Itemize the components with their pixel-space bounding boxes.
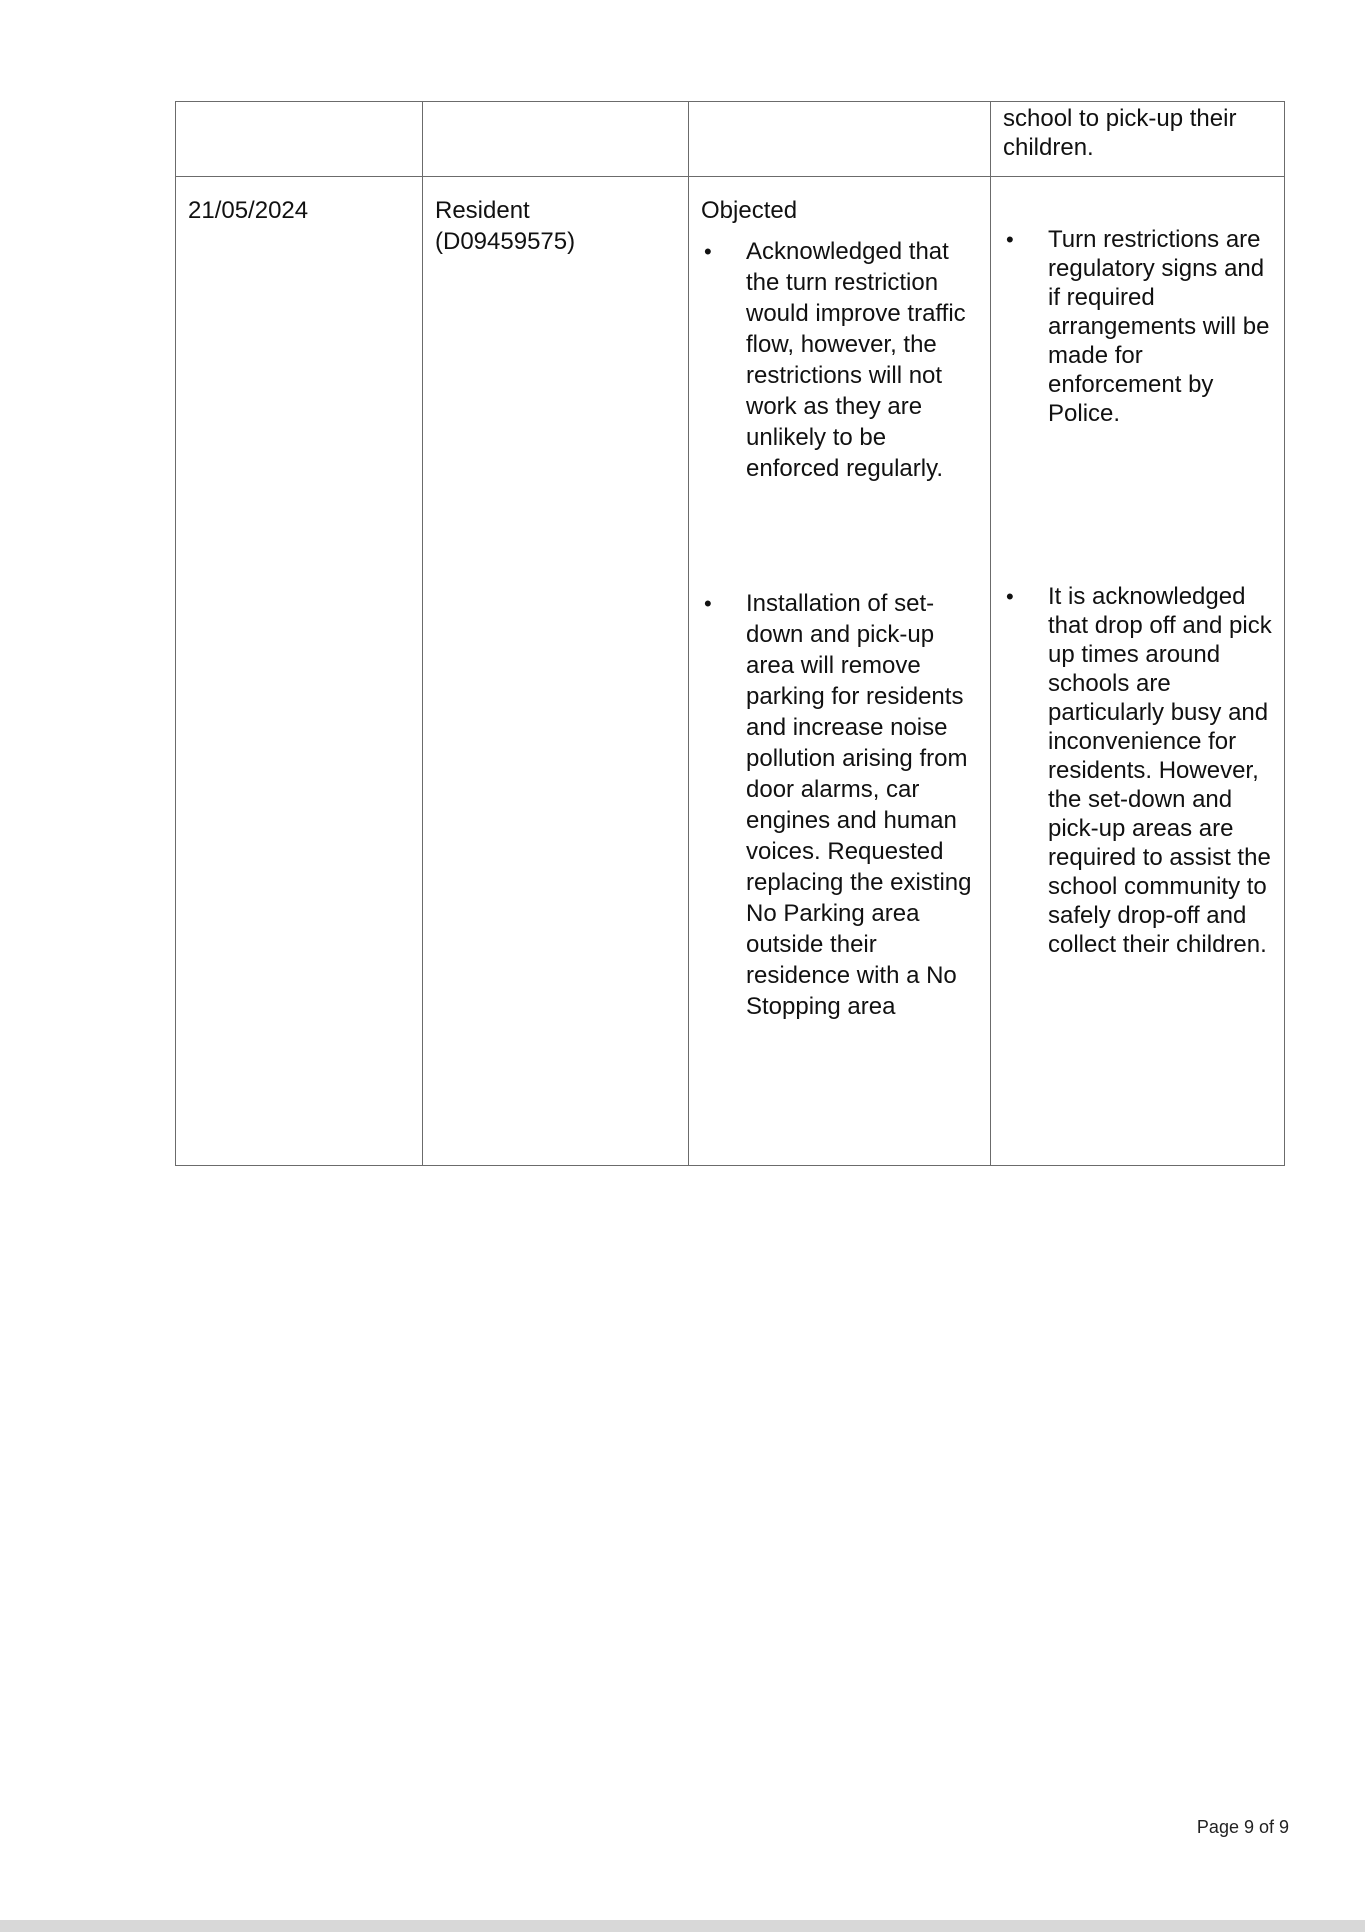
objection-item <box>701 588 982 1022</box>
response-text: Turn restrictions are regulatory signs and if required arrangements will be made for enforcement by Police. <box>1048 226 1270 427</box>
response-text: It is acknowledged that drop off and pick up times around schools are particularly busy and inconvenience for residents. However, the set-down and pick-up areas are required to assist the school community to safely drop-off and collect their children. <box>1048 583 1272 958</box>
response-cell <box>991 177 1285 1166</box>
bullet-icon: • <box>1006 227 1014 252</box>
table-row <box>176 102 1285 177</box>
date-cell <box>176 177 423 1166</box>
response-item <box>1003 582 1276 959</box>
position-label: Objected <box>701 197 798 224</box>
submissions-table <box>175 101 1285 1166</box>
submitter-cell <box>423 102 689 177</box>
date-cell <box>176 102 423 177</box>
response-item <box>1003 225 1276 428</box>
objection-text: Acknowledged that the turn restriction would improve traffic flow, however, the restrictions will not work as they are unlikely to be enforced regularly. <box>746 238 966 482</box>
page-edge <box>0 1920 1365 1932</box>
objection-cell <box>689 102 991 177</box>
submission-date: 21/05/2024 <box>188 197 309 224</box>
response-cell <box>991 102 1285 177</box>
submitter-name: Resident (D09459575) <box>435 197 576 255</box>
page-number: Page 9 of 9 <box>1196 1817 1289 1837</box>
objection-item <box>701 236 982 484</box>
objection-cell <box>689 177 991 1166</box>
table-row <box>176 177 1285 1166</box>
bullet-icon: • <box>1006 584 1014 609</box>
bullet-icon: • <box>704 239 712 264</box>
objection-text: Installation of set-down and pick-up area will remove parking for residents and increase noise pollution arising from door alarms, car engines and human voices. Requested replacing the existing No Parking area outside their residence with a No Stopping area <box>746 590 972 1020</box>
response-continued-text: school to pick-up their children. <box>1003 105 1237 161</box>
submitter-cell <box>423 177 689 1166</box>
bullet-icon: • <box>704 591 712 616</box>
